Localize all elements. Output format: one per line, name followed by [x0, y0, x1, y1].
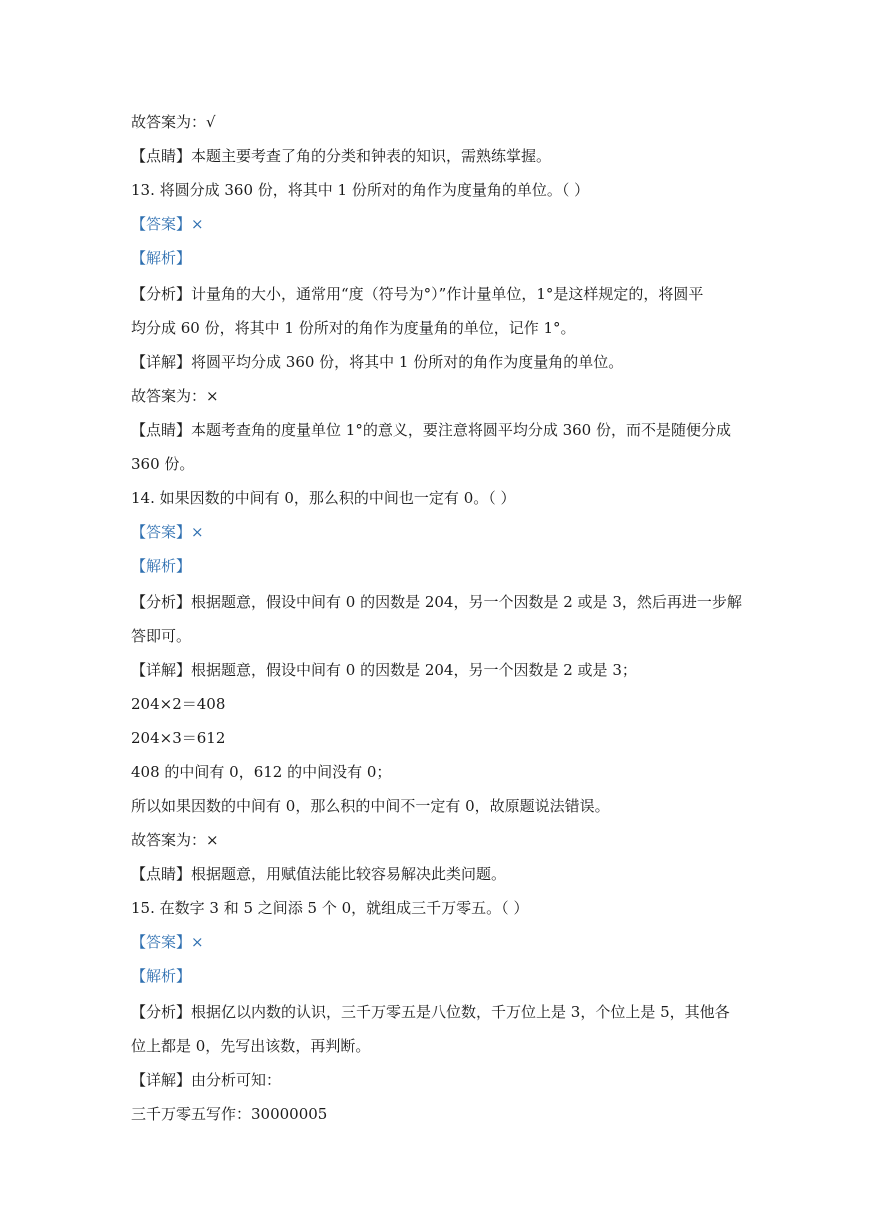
- detail-line-15: 【详解】由分析可知：: [131, 1071, 282, 1089]
- detail-line-13: 【详解】将圆平均分成 360 份，将其中 1 份所对的角作为度量角的单位。: [131, 353, 624, 371]
- answer-line-14: 故答案为：×: [131, 831, 219, 849]
- analysis-tag-13: 【解析】: [131, 249, 192, 267]
- question-14: 14. 如果因数的中间有 0，那么积的中间也一定有 0。（ ）: [131, 489, 516, 507]
- analysis-line-15b: 位上都是 0，先写出该数，再判断。: [131, 1037, 371, 1055]
- question-13: 13. 将圆分成 360 份，将其中 1 份所对的角作为度量角的单位。（ ）: [131, 181, 590, 199]
- comment-line: 【点睛】本题主要考查了角的分类和钟表的知识，需熟练掌握。: [131, 147, 552, 165]
- comment-line-13b: 360 份。: [131, 455, 195, 473]
- answer-tag-14: 【答案】×: [131, 523, 204, 541]
- answer-tag-15: 【答案】×: [131, 933, 204, 951]
- calc-line-1: 204×2＝408: [131, 695, 226, 713]
- conclusion-line-14: 所以如果因数的中间有 0，那么积的中间不一定有 0，故原题说法错误。: [131, 797, 610, 815]
- analysis-tag-14: 【解析】: [131, 557, 192, 575]
- analysis-line-13b: 均分成 60 份，将其中 1 份所对的角作为度量角的单位，记作 1°。: [131, 319, 576, 337]
- comment-line-13a: 【点睛】本题考查角的度量单位 1°的意义，要注意将圆平均分成 360 份，而不是随便分成: [131, 421, 731, 439]
- answer-tag-13: 【答案】×: [131, 215, 204, 233]
- calc-line-3: 408 的中间有 0，612 的中间没有 0；: [131, 763, 392, 781]
- detail-line-14: 【详解】根据题意，假设中间有 0 的因数是 204，另一个因数是 2 或是 3；: [131, 661, 637, 679]
- comment-line-14: 【点睛】根据题意，用赋值法能比较容易解决此类问题。: [131, 865, 507, 883]
- question-15: 15. 在数字 3 和 5 之间添 5 个 0，就组成三千万零五。（ ）: [131, 899, 529, 917]
- writing-line-15: 三千万零五写作：30000005: [131, 1105, 328, 1123]
- analysis-tag-15: 【解析】: [131, 967, 192, 985]
- analysis-line-13a: 【分析】计量角的大小，通常用“度（符号为°）”作计量单位，1°是这样规定的，将圆平: [131, 285, 704, 303]
- calc-line-2: 204×3＝612: [131, 729, 226, 747]
- analysis-line-15a: 【分析】根据亿以内数的认识，三千万零五是八位数，千万位上是 3，个位上是 5，其他各: [131, 1003, 730, 1021]
- analysis-line-14b: 答即可。: [131, 627, 192, 645]
- answer-line: 故答案为：√: [131, 113, 216, 131]
- answer-line-13: 故答案为：×: [131, 387, 219, 405]
- analysis-line-14a: 【分析】根据题意，假设中间有 0 的因数是 204，另一个因数是 2 或是 3，然后再进一步解: [131, 593, 742, 611]
